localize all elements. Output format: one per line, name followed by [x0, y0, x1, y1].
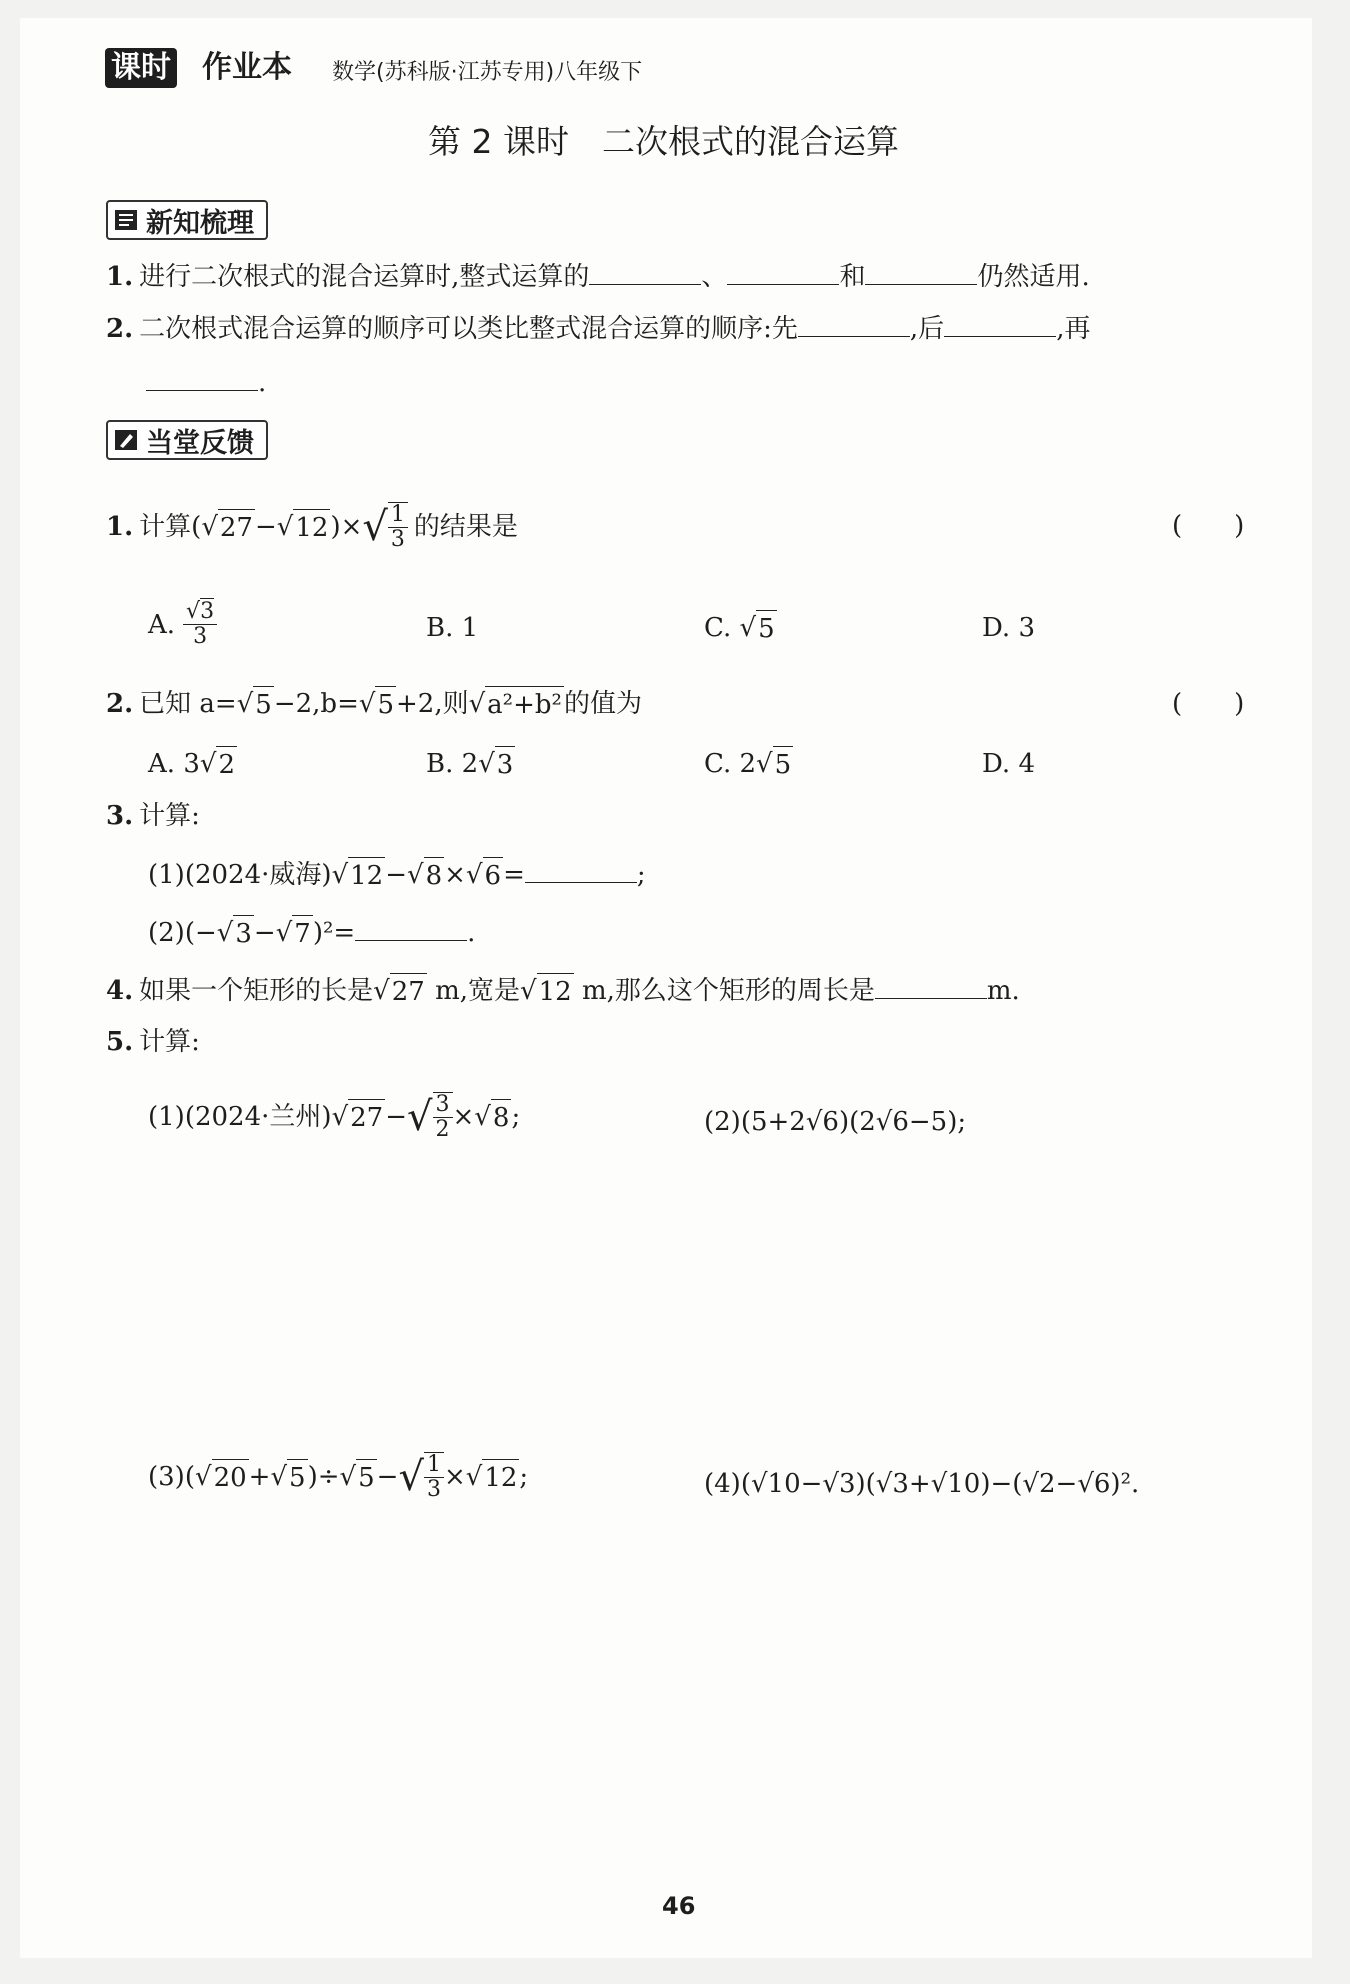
- question-number: 5.: [106, 1027, 134, 1057]
- answer-blank[interactable]: [865, 258, 977, 285]
- q3-part-1: (1)(2024·威海) √ 12 − √ 8 × √ 6 = ;: [148, 856, 646, 894]
- question-number: 1.: [106, 262, 134, 292]
- q3-part-2: (2)(− √ 3 − √ 7 )²= .: [148, 914, 475, 952]
- answer-blank[interactable]: [944, 310, 1056, 337]
- question-number: 2.: [106, 689, 134, 719]
- answer-blank[interactable]: [798, 310, 910, 337]
- q5-part-2: (2)(5+2√6)(2√6−5);: [704, 1107, 967, 1137]
- answer-paren[interactable]: ( ): [1172, 511, 1245, 541]
- option-b[interactable]: B. 2 √ 3: [426, 746, 515, 783]
- option-c[interactable]: C. √ 5: [704, 610, 777, 647]
- q5-part-3: (3)( √ 20 + √ 5 )÷ √ 5 − √ $\frac{1}{3}$ × √ 12 ;: [148, 1452, 529, 1502]
- sqrt-fraction: √ $\frac{1}{3}$: [362, 502, 408, 552]
- q5-part-4: (4)(√10−√3)(√3+√10)−(√2−√6)².: [704, 1469, 1140, 1499]
- section-label-text: 新知梳理: [146, 207, 254, 239]
- answer-paren[interactable]: ( ): [1172, 689, 1245, 719]
- section-label-new-knowledge: [106, 200, 268, 240]
- brand-logo: 课时: [105, 48, 177, 88]
- option-a[interactable]: A. 3 √ 2: [148, 746, 237, 783]
- s2-question-4: 4. 如果一个矩形的长是 √ 27 m,宽是 √ 12 m,那么这个矩形的周长是 m.: [106, 972, 1020, 1010]
- pencil-note-icon: [114, 428, 138, 452]
- s2-question-3: 3. 计算:: [106, 801, 200, 831]
- question-number: 2.: [106, 314, 134, 344]
- s2-question-1: 1. 计算( √ 27 − √ 12 )× √ $\frac{1}{3}$ 的结果是: [106, 502, 518, 552]
- answer-blank[interactable]: [875, 972, 987, 999]
- question-number: 3.: [106, 801, 134, 831]
- s2-question-5: 5. 计算:: [106, 1027, 200, 1057]
- sqrt-expr: √ 12: [277, 509, 331, 546]
- section-label-text: 当堂反馈: [146, 427, 254, 459]
- answer-blank[interactable]: [589, 258, 701, 285]
- answer-blank[interactable]: [355, 914, 467, 941]
- option-b[interactable]: B. 1: [426, 613, 479, 643]
- question-number: 1.: [106, 512, 134, 542]
- lesson-title: 第 2 课时 二次根式的混合运算: [428, 122, 899, 161]
- s1-question-2-cont: .: [146, 364, 266, 401]
- option-d[interactable]: D. 3: [982, 613, 1035, 643]
- q5-part-1: (1)(2024·兰州) √ 27 − √ $\frac{3}{2}$ × √ 8 ;: [148, 1092, 521, 1142]
- section-label-feedback: [106, 420, 268, 460]
- s2-question-2: 2. 已知 a= √ 5 −2,b= √ 5 +2,则 √ a²+b² 的值为: [106, 686, 642, 723]
- option-d[interactable]: D. 4: [982, 749, 1035, 779]
- s1-question-2: 2. 二次根式混合运算的顺序可以类比整式混合运算的顺序:先 ,后 ,再: [106, 310, 1090, 347]
- page-number: 46: [662, 1892, 696, 1920]
- option-c[interactable]: C. 2 √ 5: [704, 746, 793, 783]
- brand-name: 作业本: [202, 50, 292, 85]
- question-number: 4.: [106, 976, 134, 1006]
- option-a[interactable]: A. $\frac{√3}{3}$: [148, 600, 217, 649]
- answer-blank[interactable]: [525, 856, 637, 883]
- answer-blank[interactable]: [727, 258, 839, 285]
- sqrt-expr: √ 27: [201, 509, 255, 546]
- answer-blank[interactable]: [146, 364, 258, 391]
- book-icon: [114, 208, 138, 232]
- s1-question-1: 1. 进行二次根式的混合运算时,整式运算的 、 和 仍然适用.: [106, 258, 1090, 295]
- subject-line: 数学(苏科版·江苏专用)八年级下: [332, 60, 643, 85]
